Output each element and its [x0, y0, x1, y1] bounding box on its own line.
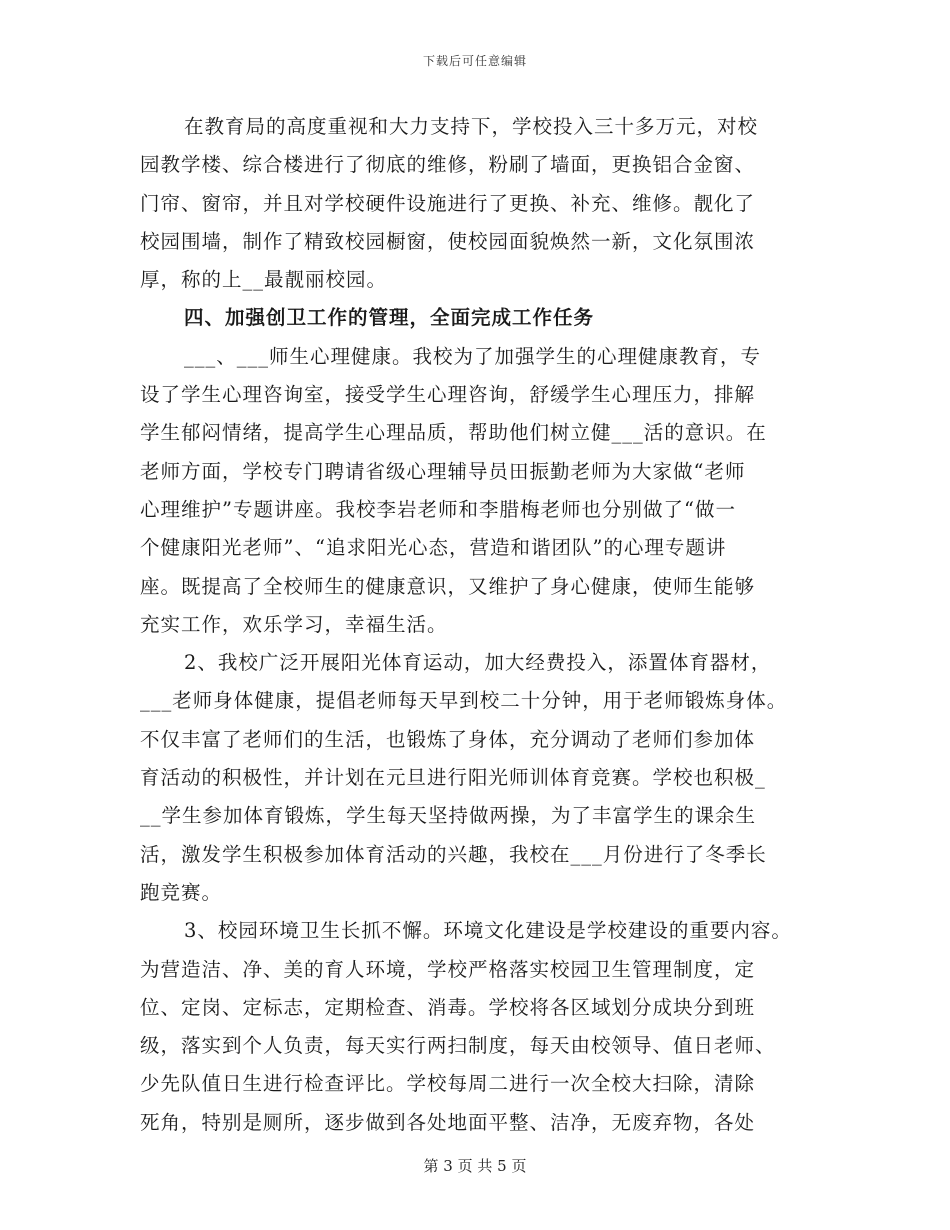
- text-line: 2、我校广泛开展阳光体育运动，加大经费投入，添置体育器材，: [184, 651, 772, 675]
- text-line: ___、___师生心理健康。我校为了加强学生的心理健康教育，专: [184, 344, 762, 368]
- text-line: 跑竞赛。: [140, 880, 223, 904]
- text-line: ___老师身体健康，提倡老师每天早到校二十分钟，用于老师锻炼身体。: [140, 689, 788, 713]
- section-heading: 四、加强创卫工作的管理，全面完成工作任务: [184, 306, 595, 330]
- text-line: 园教学楼、综合楼进行了彻底的维修，粉刷了墙面，更换铝合金窗、: [140, 153, 756, 177]
- text-line: 不仅丰富了老师们的生活，也锻炼了身体，充分调动了老师们参加体: [140, 727, 756, 751]
- text-line: 少先队值日生进行检查评比。学校每周二进行一次全校大扫除，清除: [140, 1072, 756, 1096]
- text-line: 学生郁闷情绪，提高学生心理品质，帮助他们树立健___活的意识。在: [140, 421, 767, 445]
- text-line: __学生参加体育锻炼，学生每天坚持做两操，为了丰富学生的课余生: [140, 804, 757, 828]
- text-line: 设了学生心理咨询室，接受学生心理咨询，舒缓学生心理压力，排解: [140, 383, 756, 407]
- text-line: 为营造洁、净、美的育人环境，学校严格落实校园卫生管理制度，定: [140, 957, 756, 981]
- page-footer: 第 3 页 共 5 页: [423, 1157, 527, 1175]
- page-header: 下载后可任意编辑: [422, 54, 527, 68]
- document-body: [140, 108, 830, 1142]
- text-line: 活，激发学生积极参加体育活动的兴趣，我校在___月份进行了冬季长: [140, 842, 767, 866]
- text-line: 级，落实到个人负责，每天实行两扫制度，每天由校领导、值日老师、: [140, 1034, 776, 1058]
- text-line: 心理维护”专题讲座。我校李岩老师和李腊梅老师也分别做了“做一: [140, 497, 736, 521]
- text-line: 门帘、窗帘，并且对学校硬件设施进行了更换、补充、维修。靓化了: [140, 191, 756, 215]
- text-line: 充实工作，欢乐学习，幸福生活。: [140, 612, 448, 636]
- text-line: 座。既提高了全校师生的健康意识，又维护了身心健康，使师生能够: [140, 574, 756, 598]
- text-line: 厚，称的上__最靓丽校园。: [140, 268, 388, 292]
- text-line: 个健康阳光老师”、“追求阳光心态，营造和谐团队”的心理专题讲: [140, 536, 727, 560]
- text-line: 位、定岗、定标志，定期检查、消毒。学校将各区域划分成块分到班: [140, 995, 756, 1019]
- text-line: 3、校园环境卫生长抓不懈。环境文化建设是学校建设的重要内容。: [184, 919, 792, 943]
- text-line: 在教育局的高度重视和大力支持下，学校投入三十多万元，对校: [184, 115, 759, 138]
- text-line: 死角，特别是厕所，逐步做到各处地面平整、洁净，无废弃物，各处: [140, 1110, 756, 1134]
- text-line: 校园围墙，制作了精致校园橱窗，使校园面貌焕然一新，文化氛围浓: [140, 229, 756, 253]
- text-line: 育活动的积极性，并计划在元旦进行阳光师训体育竞赛。学校也积极_: [140, 766, 766, 790]
- text-line: 老师方面，学校专门聘请省级心理辅导员田振勤老师为大家做“老师: [140, 459, 746, 483]
